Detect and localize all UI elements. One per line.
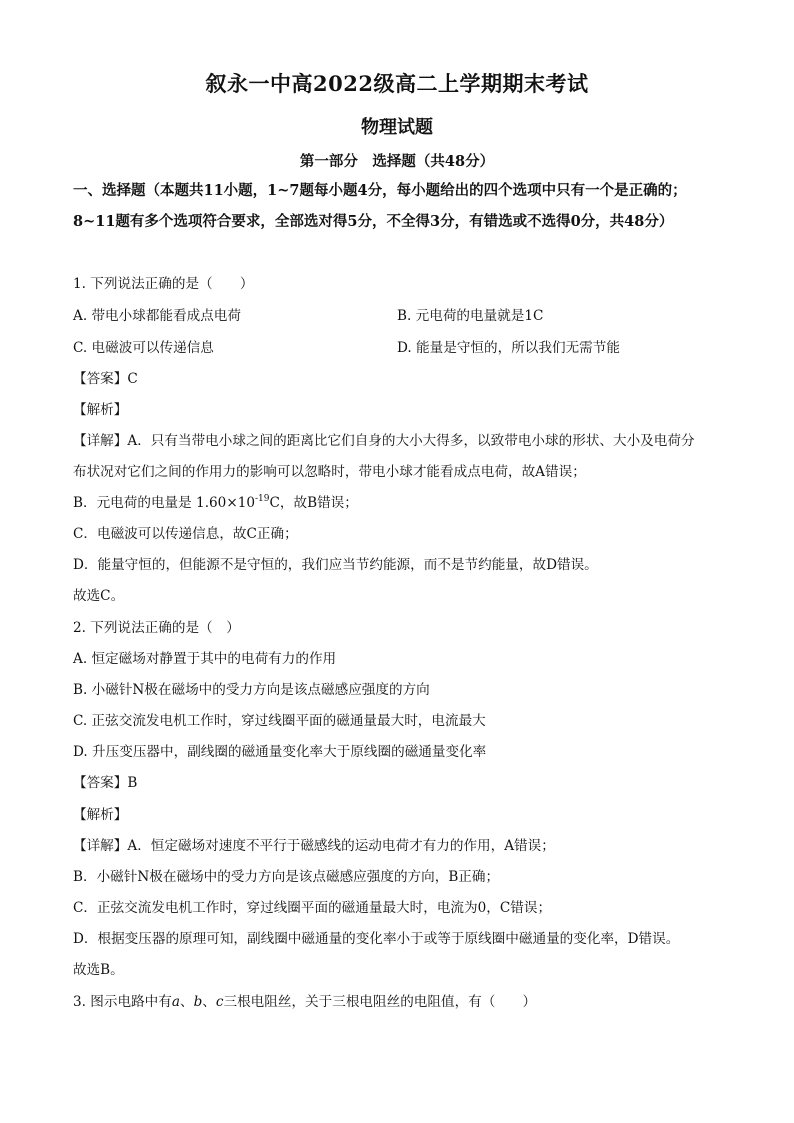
q2-option-c: C. 正弦交流发电机工作时，穿过线圈平面的磁通量最大时，电流最大: [73, 713, 486, 729]
q1-conclusion: 故选C。: [73, 588, 125, 604]
q1-detail-line: 【详解】A．只有当带电小球之间的距离比它们自身的大小大得多，以致带电小球的形状、大小及电荷分: [73, 433, 695, 449]
q1-detail-text: C，故B错误；: [269, 495, 358, 511]
q1-option-a: A. 带电小球都能看成点电荷: [73, 308, 241, 324]
q1-analysis-label: 【解析】: [73, 402, 128, 418]
q3-stem-text: 三根电阻丝，关于三根电阻丝的电阻值，有（ ）: [223, 994, 537, 1010]
q1-detail-line: C．电磁波可以传递信息，故C正确；: [73, 526, 298, 542]
exam-title: 叙永一中高2022级高二上学期期末考试: [205, 71, 589, 96]
q1-detail-line: D．能量守恒的，但能源不是守恒的，我们应当节约能源，而不是节约能量，故D错误。: [73, 557, 598, 573]
q2-analysis-label: 【解析】: [73, 807, 128, 823]
exam-subtitle: 物理试题: [361, 117, 433, 138]
q1-option-c: C. 电磁波可以传递信息: [73, 340, 214, 356]
q1-answer: 【答案】C: [73, 371, 138, 387]
q2-detail-line: 【详解】A．恒定磁场对速度不平行于磁感线的运动电荷才有力的作用，A错误；: [73, 838, 555, 854]
q1-detail-text: B．元电荷的电量是 1.60×10: [73, 495, 256, 511]
q1-detail-line: [73, 493, 358, 513]
q3-stem-text: 3. 图示电路中有: [73, 994, 172, 1010]
q2-detail-line: D．根据变压器的原理可知，副线圈中磁通量的变化率小于或等于原线圈中磁通量的变化率，D错误。: [73, 931, 680, 947]
q2-option-a: A. 恒定磁场对静置于其中的电荷有力的作用: [73, 651, 337, 667]
q3-var-a: a: [171, 994, 180, 1010]
q1-option-b: B. 元电荷的电量就是1C: [397, 308, 544, 324]
q3-sep: 、: [202, 994, 216, 1010]
q2-option-d: D. 升压变压器中，副线圈的磁通量变化率大于原线圈的磁通量变化率: [73, 744, 487, 760]
q1-exponent: -19: [255, 494, 270, 504]
q1-stem: 1. 下列说法正确的是（ ）: [73, 276, 254, 292]
q1-option-d: D. 能量是守恒的，所以我们无需节能: [397, 340, 620, 356]
section-heading: 一、选择题（本题共11小题，1~7题每小题4分，每小题给出的四个选项中只有一个是正确的；8~11题有多个选项符合要求，全部选对得5分，不全得3分，有错选或不选得0分，共48分）: [73, 182, 687, 230]
q2-detail-line: C．正弦交流发电机工作时，穿过线圈平面的磁通量最大时，电流为0，C错误；: [73, 900, 552, 916]
q2-stem: 2. 下列说法正确的是（ ）: [73, 620, 240, 636]
q2-answer: 【答案】B: [73, 775, 138, 791]
q3-var-b: b: [193, 994, 203, 1010]
q2-option-b: B. 小磁针N极在磁场中的受力方向是该点磁感应强度的方向: [73, 682, 430, 698]
q3-var-c: c: [215, 994, 224, 1010]
q3-stem: [73, 992, 536, 1012]
q1-detail-line: 布状况对它们之间的作用力的影响可以忽略时，带电小球才能看成点电荷，故A错误；: [73, 464, 586, 480]
q2-detail-line: B．小磁针N极在磁场中的受力方向是该点磁感应强度的方向，B正确；: [73, 869, 500, 885]
q3-sep: 、: [179, 994, 194, 1010]
q2-conclusion: 故选B。: [73, 962, 124, 978]
part-heading: 第一部分 选择题（共48分）: [299, 153, 495, 170]
